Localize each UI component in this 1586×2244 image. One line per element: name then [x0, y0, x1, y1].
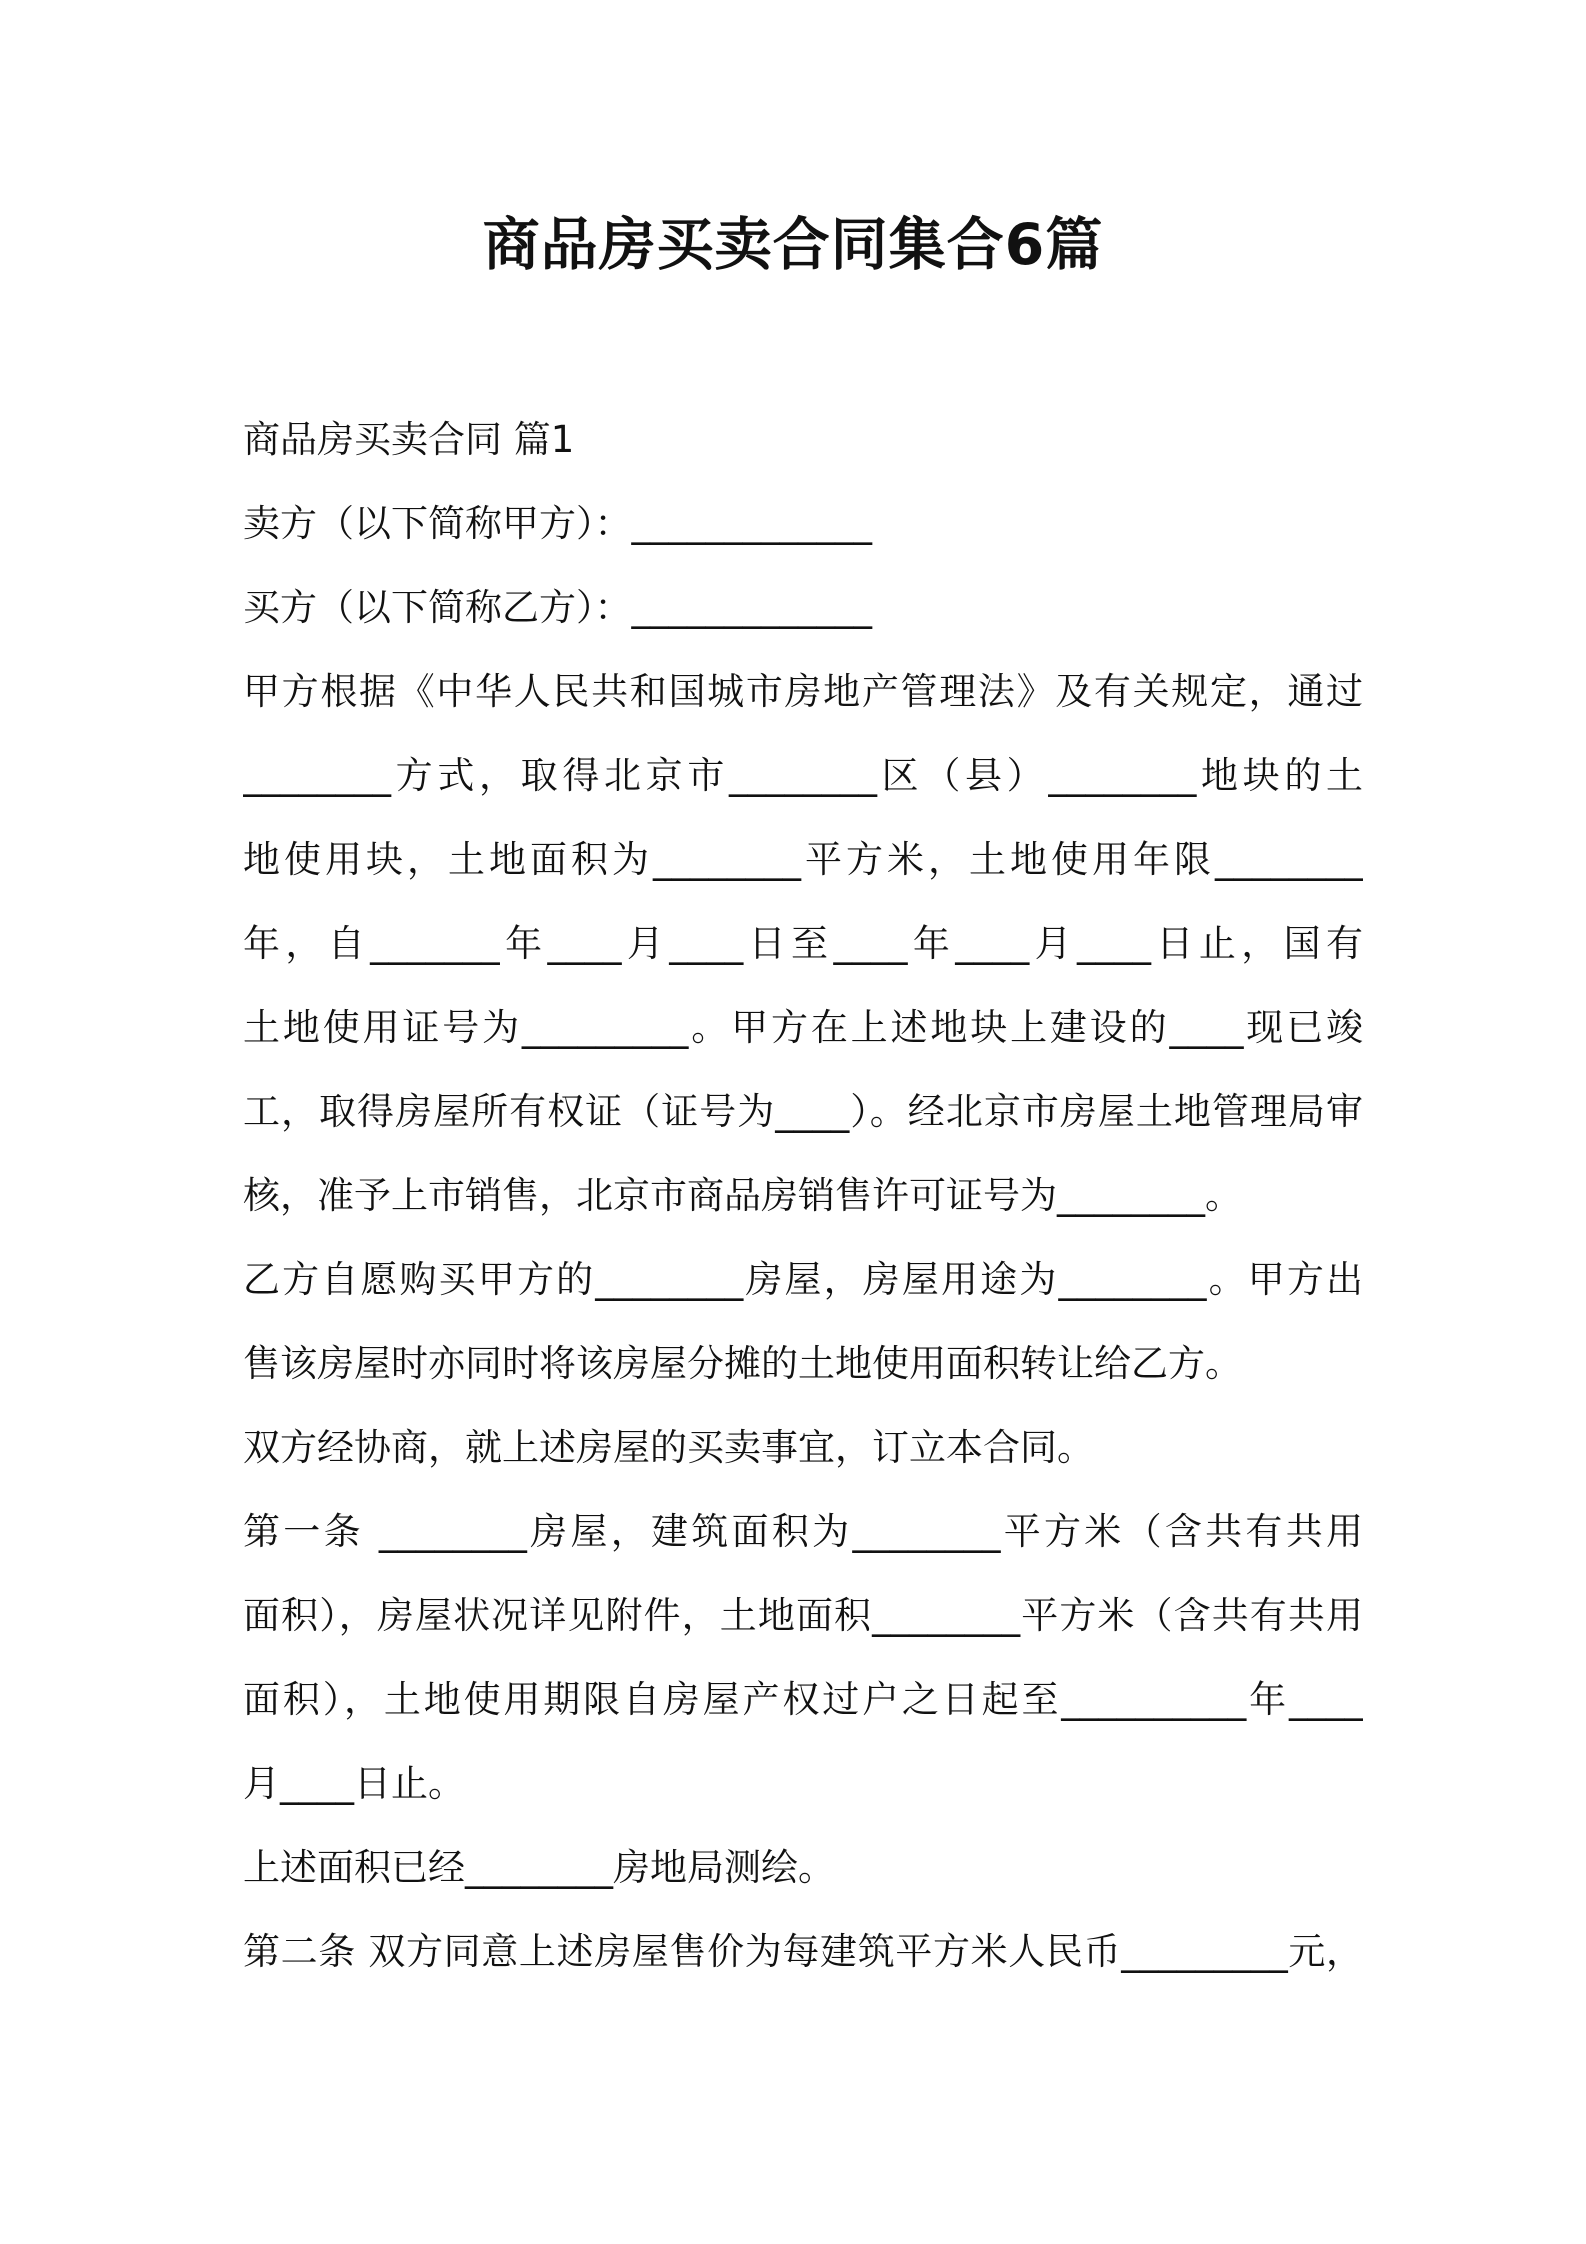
- seller-line: 卖方（以下简称甲方）：_____________: [243, 502, 872, 545]
- text-line: 核，准予上市销售，北京市商品房销售许可证号为________。: [243, 1174, 1242, 1217]
- section-heading: 商品房买卖合同 篇1: [243, 418, 575, 461]
- buyer-line: 买方（以下简称乙方）：_____________: [243, 586, 872, 629]
- text-line: 甲方根据《中华人民共和国城市房地产管理法》及有关规定，通过: [243, 670, 1363, 713]
- text-line: 售该房屋时亦同时将该房屋分摊的土地使用面积转让给乙方。: [243, 1342, 1242, 1385]
- text-line: 双方经协商，就上述房屋的买卖事宜，订立本合同。: [243, 1426, 1094, 1469]
- text-line: ________方式，取得北京市________区（县）________地块的土: [243, 754, 1363, 797]
- article-1-line: 第一条 ________房屋，建筑面积为________平方米（含共有共用: [243, 1510, 1363, 1553]
- article-2-line: 第二条 双方同意上述房屋售价为每建筑平方米人民币_________元，: [243, 1930, 1363, 1973]
- document-body: [243, 398, 1363, 1994]
- text-line: 面积），房屋状况详见附件，土地面积________平方米（含共有共用: [243, 1594, 1363, 1637]
- document-title: 商品房买卖合同集合6篇: [482, 212, 1104, 278]
- text-line: 上述面积已经________房地局测绘。: [243, 1846, 835, 1889]
- text-line: 地使用块，土地面积为________平方米，土地使用年限________: [243, 838, 1363, 881]
- text-line: 面积），土地使用期限自房屋产权过户之日起至__________年____: [243, 1678, 1363, 1721]
- text-line: 工，取得房屋所有权证（证号为____）。经北京市房屋土地管理局审: [243, 1090, 1363, 1133]
- text-line: 年，自_______年____月____日至____年____月____日止，国有: [243, 922, 1363, 965]
- text-line: 乙方自愿购买甲方的________房屋，房屋用途为________。甲方出: [243, 1258, 1363, 1301]
- text-line: 土地使用证号为_________。甲方在上述地块上建设的____现已竣: [243, 1006, 1363, 1049]
- text-line: 月____日止。: [243, 1762, 465, 1805]
